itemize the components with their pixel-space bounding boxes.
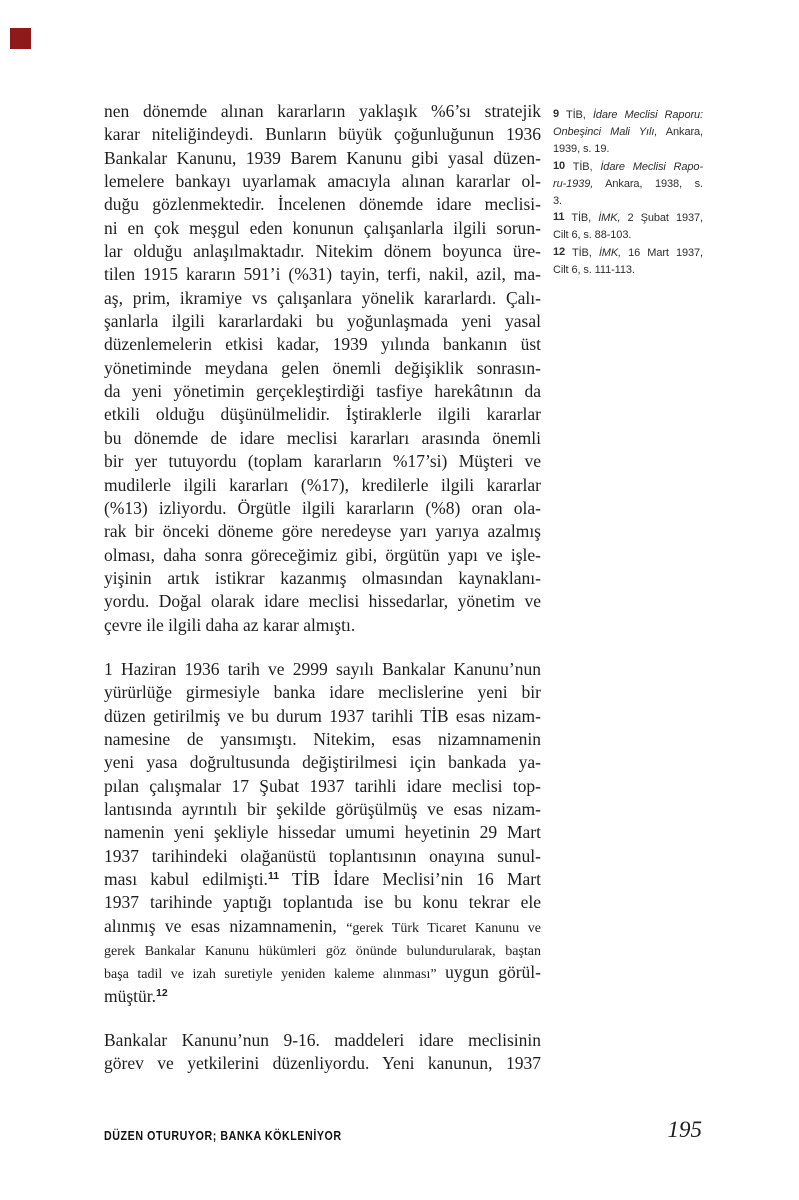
- text-segment: 1937 tarihinde yaptığı toplantıda ise bu konu tekrar ele: [104, 892, 541, 913]
- page-number: 195: [667, 1117, 702, 1142]
- text-line: [104, 520, 541, 543]
- text-line: [104, 985, 541, 1008]
- text-line: [104, 961, 541, 984]
- text-line: [553, 159, 703, 176]
- text-line: [553, 262, 703, 279]
- text-line: [104, 263, 541, 286]
- text-line: [553, 227, 703, 244]
- text-line: [104, 450, 541, 473]
- text-segment: uygun görül-: [445, 962, 541, 983]
- text-segment: 1939, s. 19.: [553, 143, 610, 156]
- text-line: [104, 891, 541, 914]
- text-line: [104, 357, 541, 380]
- text-segment: bir yer tutuyordu (toplam kararların %17’si) Müşteri ve: [104, 451, 541, 472]
- text-segment: TİB,: [564, 212, 599, 225]
- text-segment: ni en çok meşgul eden konunun çalışanlarla ilgili sorun-: [104, 217, 541, 238]
- running-footer-title: DÜZEN OTURUYOR; BANKA KÖKLENİYOR: [104, 1128, 342, 1143]
- text-line: [104, 100, 541, 123]
- footnote-number: 9: [553, 108, 560, 120]
- text-line: [104, 798, 541, 821]
- paragraph: [104, 658, 541, 1008]
- text-line: [104, 403, 541, 426]
- text-segment: İMK,: [598, 246, 622, 259]
- text-line: [104, 193, 541, 216]
- footnote-ref: 11: [267, 870, 280, 882]
- text-segment: pılan çalışmalar 17 Şubat 1937 tarihli idare meclisi top-: [104, 775, 541, 796]
- text-line: [104, 240, 541, 263]
- text-line: [104, 1029, 541, 1052]
- text-segment: namenin yeni şekliyle hissedar umumi heyetinin 29 Mart: [104, 822, 541, 843]
- text-segment: düzen getirilmiş ve bu durum 1937 tarihli TİB esas nizam-: [104, 705, 541, 726]
- text-line: [553, 176, 703, 193]
- text-segment: etkili olduğu düşünülmelidir. İştiraklerle ilgili kararlar: [104, 404, 541, 425]
- text-segment: müştür.: [104, 985, 157, 1006]
- text-line: [104, 567, 541, 590]
- text-segment: 16 Mart 1937,: [621, 246, 703, 259]
- text-line: [104, 497, 541, 520]
- text-segment: karar niteliğindeydi. Bunların büyük çoğunluğunun 1936: [104, 124, 541, 145]
- text-line: [104, 147, 541, 170]
- text-segment: Onbeşinci Mali Yılı,: [553, 126, 658, 139]
- text-line: [553, 245, 703, 262]
- text-line: [104, 821, 541, 844]
- text-line: [104, 705, 541, 728]
- paragraph: [104, 100, 541, 637]
- text-segment: ru-1939,: [553, 177, 594, 190]
- text-segment: görev ve yetkilerini düzenliyordu. Yeni kanunun, 1937: [104, 1053, 541, 1074]
- text-line: [104, 751, 541, 774]
- footnote-number: 10: [553, 159, 566, 172]
- footnote: [553, 107, 703, 159]
- text-segment: lemelere bankayı uyarlamak amacıyla alınan kararlar ol-: [104, 171, 541, 192]
- text-segment: bu dönemde de idare meclisi kararları arasında önemli: [104, 427, 541, 448]
- text-line: [104, 590, 541, 613]
- text-line: [104, 474, 541, 497]
- text-segment: 1 Haziran 1936 tarih ve 2999 sayılı Bankalar Kanunu’nun: [104, 658, 541, 679]
- text-line: [104, 658, 541, 681]
- text-line: [553, 124, 703, 141]
- text-line: [104, 915, 541, 938]
- text-segment: da yeni yönetimin gerçekleştirdiği tasfiye harekâtının da: [104, 381, 541, 402]
- text-segment: düzenlemelerin etkisi kadar, 1939 yılında bankanın üst: [104, 334, 541, 355]
- text-line: [104, 217, 541, 240]
- text-segment: yönetiminde meydana gelen önemli değişiklik sonrasın-: [104, 357, 541, 378]
- footnote: [553, 245, 703, 279]
- text-segment: yürürlüğe girmesiyle banka idare meclislerine yeni bir: [104, 682, 541, 703]
- text-segment: çevre ile ilgili daha az karar almıştı.: [104, 614, 356, 635]
- text-line: [104, 544, 541, 567]
- text-line: [104, 123, 541, 146]
- text-segment: “gerek Türk Ticaret Kanunu ve: [346, 920, 541, 936]
- footnote-number: 12: [553, 245, 566, 258]
- text-segment: TİB,: [565, 246, 599, 259]
- text-line: [104, 775, 541, 798]
- text-line: [104, 170, 541, 193]
- text-segment: nen dönemde alınan kararların yaklaşık %6’sı stratejik: [104, 101, 541, 121]
- footnotes: [553, 107, 703, 279]
- text-segment: aş, prim, ikramiye vs çalışanlara yönelik kararlardı. Çalı-: [104, 287, 541, 308]
- text-segment: 2 Şubat 1937,: [620, 212, 703, 225]
- text-segment: Cilt 6, s. 111-113.: [553, 263, 635, 276]
- text-segment: yişinin artık istikrar kazanmış olmasından kaynaklanı-: [104, 567, 541, 588]
- footnote: [553, 159, 703, 211]
- paragraph: [104, 1029, 541, 1076]
- text-segment: şanlarla ilgili kararlardaki bu yoğunlaşmada yeni yasal: [104, 311, 541, 332]
- text-segment: İMK,: [598, 212, 621, 225]
- text-segment: olması, daha sonra göreceğimiz gibi, örgütün yapı ve işle-: [104, 544, 541, 565]
- text-segment: Ankara,: [657, 126, 703, 139]
- text-segment: gerek Bankalar Kanunu hükümleri göz önünde bulundurularak, baştan: [104, 944, 541, 960]
- text-segment: lar olduğu anlaşılmaktadır. Nitekim dönem boyunca üre-: [104, 241, 541, 262]
- text-line: [104, 310, 541, 333]
- text-segment: İdare Meclisi Rapo-: [600, 160, 703, 173]
- text-segment: duğu gözlenmektedir. İncelenen dönemde idare meclisi-: [104, 194, 541, 215]
- text-segment: TİB İdare Meclisi’nin 16 Mart: [279, 869, 541, 889]
- text-line: [104, 380, 541, 403]
- text-line: [553, 107, 703, 124]
- text-segment: 1937 tarihindeki olağanüstü toplantısının onayına sunul-: [104, 845, 541, 866]
- text-segment: TİB,: [565, 160, 601, 173]
- text-line: [104, 1052, 541, 1075]
- body-text: [104, 100, 541, 1076]
- text-segment: Cilt 6, s. 88-103.: [553, 229, 632, 242]
- text-segment: namesine de yansımıştı. Nitekim, esas nizamnamenin: [104, 728, 541, 749]
- text-line: [104, 287, 541, 310]
- corner-marker: [10, 28, 31, 49]
- text-segment: Bankalar Kanunu’nun 9-16. maddeleri idare meclisinin: [104, 1030, 541, 1051]
- text-segment: İdare Meclisi Raporu:: [592, 109, 703, 121]
- text-segment: (%13) izliyordu. Örgütle ilgili kararların (%8) oran ola-: [104, 497, 541, 518]
- text-segment: ması kabul edilmişti.: [104, 869, 268, 889]
- text-line: [104, 333, 541, 356]
- text-line: [104, 728, 541, 751]
- text-line: [553, 210, 703, 227]
- text-segment: tilen 1915 kararın 591’i (%31) tayin, terfi, nakil, azil, ma-: [104, 264, 541, 285]
- footnote-number: 11: [553, 211, 565, 224]
- footnote: [553, 210, 703, 244]
- text-segment: 3.: [553, 194, 562, 207]
- text-line: [553, 141, 703, 158]
- text-segment: TİB,: [559, 109, 593, 121]
- text-line: [104, 938, 541, 961]
- text-segment: Ankara, 1938, s.: [593, 177, 703, 190]
- text-segment: rak bir önceki döneme göre neredeyse yarı yarıya azalmış: [104, 521, 541, 542]
- text-segment: mudilerle ilgili kararları (%17), kredilerle ilgili kararlar: [104, 474, 541, 495]
- text-line: [104, 868, 541, 891]
- text-line: [104, 845, 541, 868]
- footnote-ref: 12: [156, 986, 168, 999]
- text-line: [104, 427, 541, 450]
- text-line: [104, 614, 541, 637]
- text-line: [553, 193, 703, 210]
- text-segment: yordu. Doğal olarak idare meclisi hissedarlar, yönetim ve: [104, 591, 541, 612]
- text-segment: lantısında ayrıntılı bir şekilde görüşülmüş ve esas nizam-: [104, 798, 541, 819]
- text-line: [104, 681, 541, 704]
- text-segment: Bankalar Kanunu, 1939 Barem Kanunu gibi yasal düzen-: [104, 147, 541, 168]
- text-segment: başa tadil ve izah suretiyle yeniden kaleme alınması”: [104, 967, 446, 983]
- text-segment: alınmış ve esas nizamnamenin,: [104, 915, 347, 936]
- text-segment: yeni yasa doğrultusunda değiştirilmesi için bankada ya-: [104, 752, 541, 773]
